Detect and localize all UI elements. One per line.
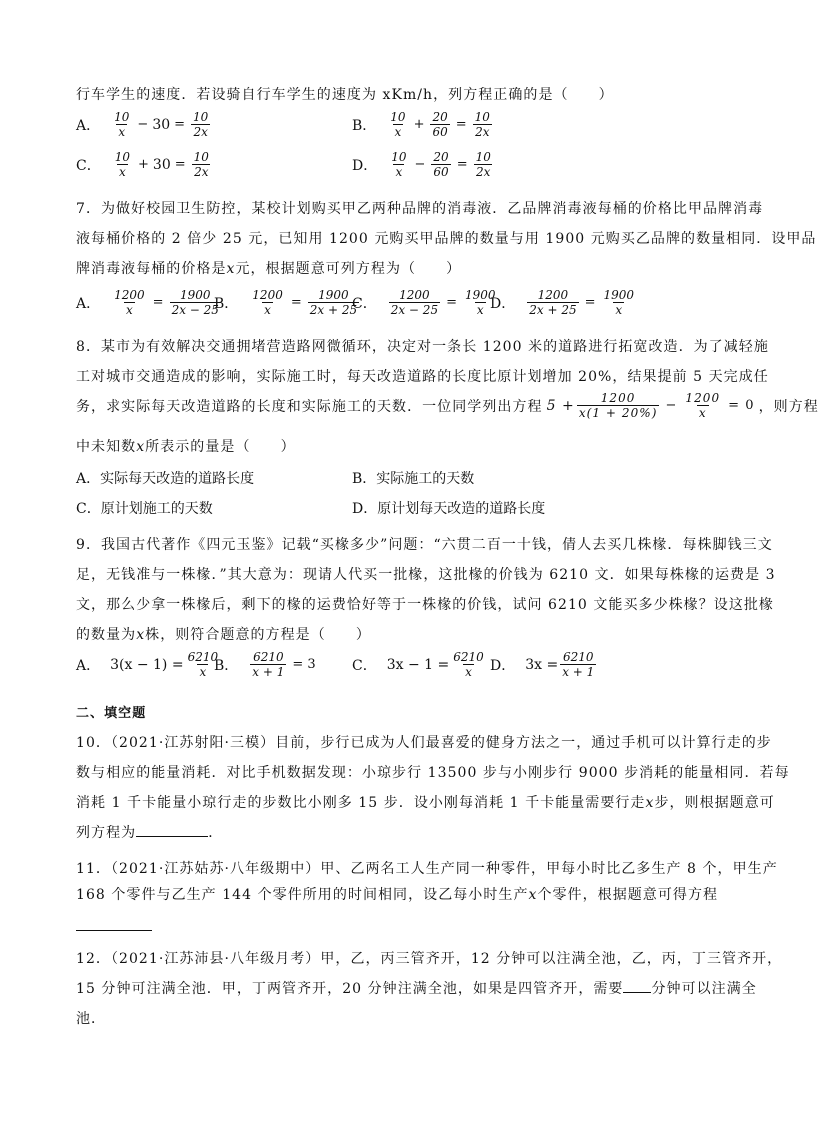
q10-line-1: 10．（2021·江苏射阳·三模）目前，步行已成为人们最喜爱的健身方法之一，通过手机可以计算行走的步 — [76, 735, 772, 751]
q7-option-d[interactable]: D． $\frac{1200}{2x + 25}$ = $\frac{1900}{x}$ — [490, 288, 635, 318]
q11-answer-blank[interactable] — [76, 930, 152, 931]
q11-line-1: 11．（2021·江苏姑苏·八年级期中）甲、乙两名工人生产同一种零件，甲每小时比乙多生产 8 个，甲生产 — [76, 861, 778, 877]
q9-line-3: 文，那么少拿一株椽后，剩下的椽的运费恰好等于一株椽的价钱，试问 6210 文能买多少株椽？设这批椽 — [76, 597, 774, 613]
q8-option-a[interactable]: A． 实际每天改造的道路长度 — [76, 471, 255, 487]
q9-option-b[interactable]: B． $\frac{6210}{x + 1}$ = 3 — [214, 650, 316, 680]
q9-line-4: 的数量为x株，则符合题意的方程是（ ） — [76, 627, 371, 643]
q12-line-2: 15 分钟可注满全池．甲，丁两管齐开，20 分钟注满全池，如果是四管齐开，需要 分钟可以注满全 — [76, 978, 757, 998]
q7-option-c[interactable]: C． $\frac{1200}{2x - 25}$ = $\frac{1900}{x}$ — [352, 288, 496, 318]
q12-answer-blank[interactable] — [623, 978, 651, 993]
q9-option-c[interactable]: C． 3x − 1 = $\frac{6210}{x}$ — [352, 650, 484, 680]
q7-line-3: 牌消毒液每桶的价格是x元，根据题意可列方程为（ ） — [76, 261, 462, 277]
q8-line-1: 8．某市为有效解决交通拥堵营造路网微循环，决定对一条长 1200 米的道路进行拓宽改造．为了减轻施 — [76, 339, 769, 355]
q9-line-1: 9．我国古代著作《四元玉鉴》记载“买椽多少”问题：“六贯二百一十钱，倩人去买几株椽．每株脚钱三文 — [76, 537, 773, 553]
q8-line-3: 务，求实际每天改造道路的长度和实际施工的天数．一位同学列出方程 5 + $\frac{1200}{x(1 + 20\%)}$ − $\frac{1200}{x}$ = 0 ，则方程 — [76, 391, 819, 421]
q6-option-b[interactable]: B． $\frac{10}{x}$ + $\frac{20}{60}$ = $\frac{10}{2x}$ — [352, 110, 490, 140]
q7-option-b[interactable]: B． $\frac{1200}{x}$ = $\frac{1900}{2x + 25}$ — [214, 288, 358, 318]
q8-option-d[interactable]: D． 原计划每天改造的道路长度 — [352, 501, 546, 517]
q10-line-3: 消耗 1 千卡能量小琼行走的步数比小刚多 15 步．设小刚每消耗 1 千卡能量需要行走x步，则根据题意可 — [76, 795, 775, 811]
q8-line-4: 中未知数x所表示的量是（ ） — [76, 439, 296, 455]
q7-option-a[interactable]: A． $\frac{1200}{x}$ = $\frac{1900}{2x - 25}$ — [76, 288, 219, 318]
q8-line-2: 工对城市交通造成的影响，实际施工时，每天改造道路的长度比原计划增加 20%，结果提前 5 天完成任 — [76, 369, 769, 385]
q9-line-2: 足，无钱准与一株椽．”其大意为：现请人代买一批椽，这批椽的价钱为 6210 文．如果每株椽的运费是 3 — [76, 567, 776, 583]
section-title-fill-in: 二、填空题 — [76, 706, 147, 721]
q6-option-d[interactable]: D． $\frac{10}{x}$ − $\frac{20}{60}$ = $\frac{10}{2x}$ — [352, 150, 491, 180]
q8-option-c[interactable]: C． 原计划施工的天数 — [76, 501, 213, 517]
q7-line-2: 液每桶价格的 2 倍少 25 元，已知用 1200 元购买甲品牌的数量与用 1900 元购买乙品牌的数量相同．设甲品 — [76, 231, 817, 247]
q10-line-4: 列方程为 ． — [76, 822, 223, 842]
q6-tail: 行车学生的速度．若设骑自行车学生的速度为 xKm/h，列方程正确的是（ ） — [76, 87, 614, 103]
q6-option-a[interactable]: A． $\frac{10}{x}$ − 30 = $\frac{10}{2x}$ — [76, 110, 209, 140]
q10-line-2: 数与相应的能量消耗．对比手机数据发现：小琼步行 13500 步与小刚步行 9000 步消耗的能量相同．若每 — [76, 765, 790, 781]
q10-answer-blank[interactable] — [136, 822, 208, 837]
q7-line-1: 7．为做好校园卫生防控，某校计划购买甲乙两种品牌的消毒液．乙品牌消毒液每桶的价格比甲品牌消毒 — [76, 201, 764, 217]
q12-line-1: 12．（2021·江苏沛县·八年级月考）甲，乙，丙三管齐开，12 分钟可以注满全池，乙，丙，丁三管齐开， — [76, 951, 783, 967]
q8-option-b[interactable]: B． 实际施工的天数 — [352, 471, 475, 487]
q11-line-2: 168 个零件与乙生产 144 个零件所用的时间相同，设乙每小时生产x个零件，根据题意可得方程 — [76, 887, 719, 903]
q6-option-c[interactable]: C． $\frac{10}{x}$ + 30 = $\frac{10}{2x}$ — [76, 150, 209, 180]
q9-option-d[interactable]: D． 3x = $\frac{6210}{x + 1}$ — [490, 650, 595, 680]
q9-option-a[interactable]: A． 3(x − 1) = $\frac{6210}{x}$ — [76, 650, 219, 680]
q12-line-3: 池． — [76, 1011, 107, 1027]
